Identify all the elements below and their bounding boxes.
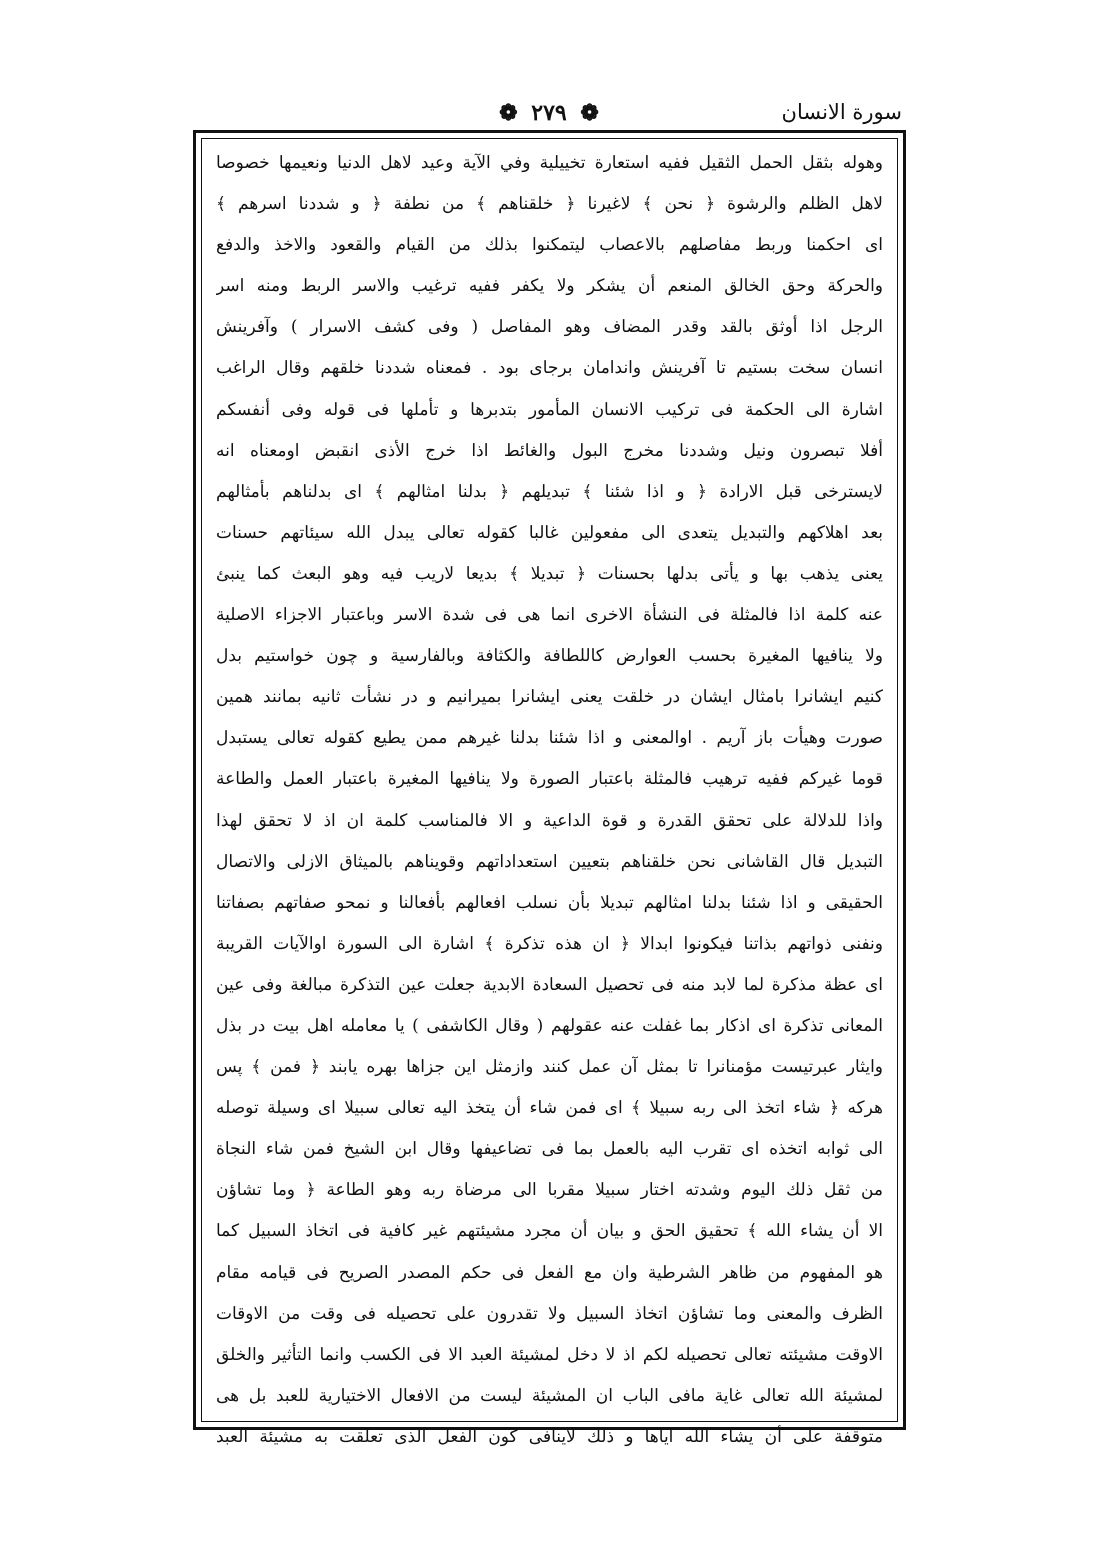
- text-line: المعانى تذكرة اى اذكار بما غفلت عنه عقولهم ( وقال الكاشفى ) يا معامله اهل بيت در بذل: [216, 1015, 883, 1036]
- text-line: اى عظة مذكرة لما لابد منه فى تحصيل السعادة الابدية جعلت عين التذكرة مبالغة وفى عين: [216, 974, 883, 995]
- text-line: الاوقت مشيئته تعالى تحصيله لكم اذ لا دخل لمشيئة العبد الا فى الكسب وانما التأثير والخلق: [216, 1344, 883, 1365]
- text-line: كنيم ايشانرا بامثال ايشان در خلقت يعنى ايشانرا بميرانيم و در نشأت ثانيه بمانند همين: [216, 687, 883, 708]
- ornament-left-icon: ❁: [580, 100, 599, 126]
- text-line: التبديل قال القاشانى نحن خلقناهم بتعيين استعداداتهم وقويناهم بالميثاق الازلى والاتصال: [216, 851, 883, 872]
- text-line: هو المفهوم من ظاهر الشرطية وان مع الفعل فى حكم المصدر الصريح فى قيامه مقام: [216, 1262, 883, 1283]
- text-line: بعد اهلاكهم والتبديل يتعدى الى مفعولين غالبا كقوله تعالى يبدل الله سيئاتهم حسنات: [216, 522, 883, 543]
- surah-title: سورة الانسان: [781, 100, 902, 124]
- text-line: الا أن يشاء الله ﴾ تحقيق الحق و بيان أن مجرد مشيئتهم غير كافية فى اتخاذ السبيل كما: [216, 1221, 883, 1242]
- text-line: الرجل اذا أوثق بالقد وقدر المضاف وهو المفاصل ( وفى كشف الاسرار ) وآفرينش: [216, 317, 883, 338]
- text-line: واذا للدلالة على تحقق القدرة و قوة الداعية و الا فالمناسب كلمة ان اذ لا تحقق لهذا: [216, 810, 883, 831]
- text-line: الى ثوابه اتخذه اى تقرب اليه بالعمل بما فى تضاعيفها وقال ابن الشيخ فمن شاء النجاة: [216, 1139, 883, 1160]
- text-line: والحركة وحق الخالق المنعم أن يشكر ولا يكفر ففيه ترغيب والاسر الربط ومنه اسر: [216, 276, 883, 297]
- text-line: الحقيقى و اذا شئنا بدلنا امثالهم تبديلا بأن نسلب افعالهم بأفعالنا و نمحو صفاتهم بصفاتنا: [216, 892, 883, 913]
- text-frame-inner-border: [201, 138, 898, 1447]
- text-line: اى احكمنا وربط مفاصلهم بالاعصاب ليتمكنوا بذلك من القيام والقعود والاخذ والدفع: [216, 235, 883, 256]
- text-line: عنه كلمة اذا فالمثلة فى النشأة الاخرى انما هى فى شدة الاسر وباعتبار الاجزاء الاصلية: [216, 605, 883, 626]
- commentary-text-block: [216, 143, 883, 1458]
- ornament-right-icon: ❁: [499, 100, 518, 126]
- text-line: ولا ينافيها المغيرة بحسب العوارض كاللطافة والكثافة وبالفارسية و چون خواستيم بدل: [216, 646, 883, 667]
- text-line: أفلا تبصرون ونيل وشددنا مخرج البول والغائط اذا خرج الأذى انقبض اومعناه انه: [216, 440, 883, 461]
- text-line: وايثار عبرتيست مؤمنانرا تا بمثل آن عمل كنند وازمثل اين جزاها بهره يابند ﴿ فمن ﴾ پس: [216, 1057, 883, 1078]
- text-line: وهوله بثقل الحمل الثقيل ففيه استعارة تخييلية وفي الآية وعيد لاهل الدنيا ونعيمها خصوصا: [216, 153, 883, 173]
- text-line: لمشيئة الله تعالى غاية مافى الباب ان المشيئة ليست من الافعال الاختيارية للعبد بل هى: [216, 1385, 883, 1406]
- text-line: لايسترخى قبل الارادة ﴿ و اذا شئنا ﴾ تبديلهم ﴿ بدلنا امثالهم ﴾ اى بدلناهم بأمثالهم: [216, 481, 883, 502]
- text-line: من ثقل ذلك اليوم وشدته اختار سبيلا مقربا الى مرضاة ربه وهو الطاعة ﴿ وما تشاؤن: [216, 1180, 883, 1201]
- text-frame: [193, 130, 906, 1447]
- text-line: لاهل الظلم والرشوة ﴿ نحن ﴾ لاغيرنا ﴿ خلقناهم ﴾ من نطفة ﴿ و شددنا اسرهم ﴾: [216, 194, 883, 215]
- text-line: اشارة الى الحكمة فى تركيب الانسان المأمور بتدبرها و تأملها فى قوله وفى أنفسكم: [216, 399, 883, 420]
- text-line: الظرف والمعنى وما تشاؤن اتخاذ السبيل ولا تقدرون على تحصيله فى وقت من الاوقات: [216, 1303, 883, 1324]
- text-line: ونفنى ذواتهم بذاتنا فيكونوا ابدالا ﴿ ان هذه تذكرة ﴾ اشارة الى السورة اوالآيات القريبة: [216, 933, 883, 954]
- text-line: انسان سخت بستيم تا آفرينش واندامان برجاى بود . فمعناه شددنا خلقهم وقال الراغب: [216, 358, 883, 379]
- page-header: [196, 100, 902, 128]
- text-line: يعنى يذهب بها و يأتى بدلها بحسنات ﴿ تبديلا ﴾ بديعا لاريب فيه وهو البعث كما ينبئ: [216, 563, 883, 584]
- text-line: صورت وهيأت باز آريم . اوالمعنى و اذا شئنا بدلنا غيرهم ممن يطيع كقوله تعالى يستبدل: [216, 728, 883, 749]
- text-line: هركه ﴿ شاء اتخذ الى ربه سبيلا ﴾ اى فمن شاء أن يتخذ اليه تعالى سبيلا اى وسيلة توصله: [216, 1098, 883, 1119]
- text-line: متوقفة على أن يشاء الله اياها و ذلك لاينافى كون الفعل الذى تعلقت به مشيئة العبد: [216, 1426, 883, 1447]
- text-line: قوما غيركم ففيه ترهيب فالمثلة باعتبار الصورة ولا ينافيها المغيرة باعتبار العمل والطاعة: [216, 769, 883, 790]
- page-number: ٢٧٩: [531, 100, 567, 126]
